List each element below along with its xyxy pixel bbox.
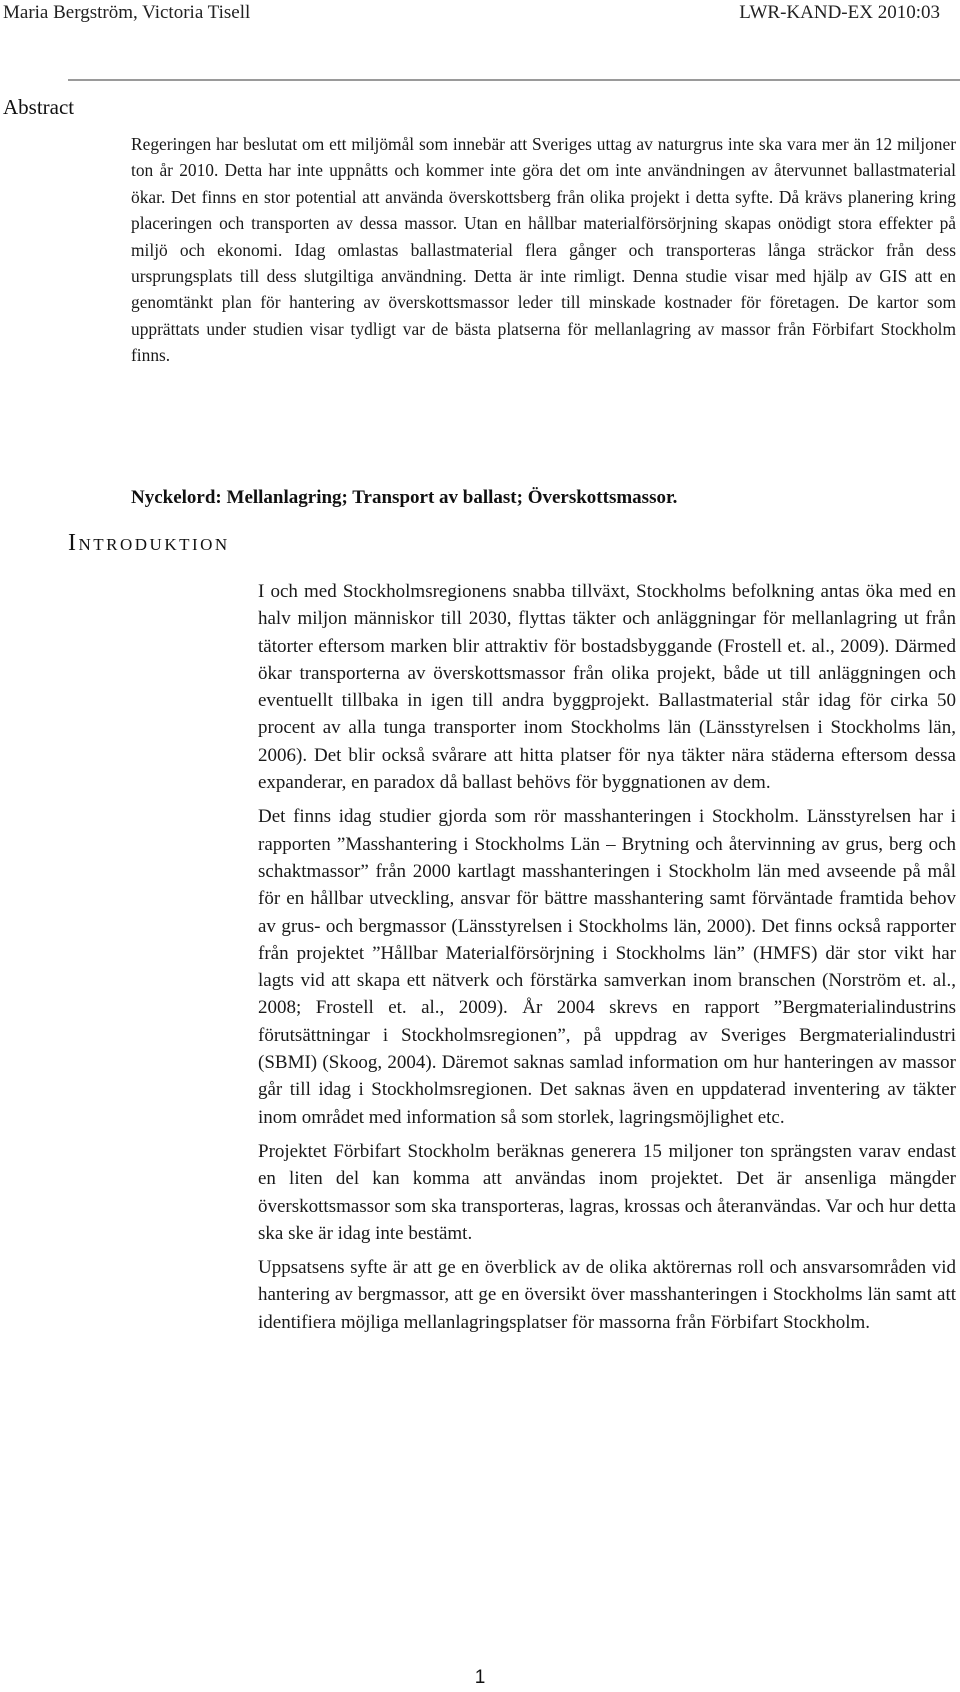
header-authors: Maria Bergström, Victoria Tisell bbox=[3, 2, 251, 23]
introduction-body bbox=[258, 578, 956, 1343]
introduction-paragraph-1: I och med Stockholmsregionens snabba tillväxt, Stockholms befolkning antas öka med en halv miljon människor till 2030, flyttas täkter och anläggningar för mellanlagring ut från tätorter eftersom marken blir attraktiv för bostadsbyggande (Frostell et. al., 2009). Därmed ökar transporterna av överskottsmassor från olika projekt, både ut till anläggningen och eventuellt tillbaka in igen till andra byggprojekt. Ballastmaterial står idag för cirka 50 procent av alla tunga transporter inom Stockholms län (Länsstyrelsen i Stockholms län, 2006). Det blir också svårare att hitta platser för nya täkter nära städerna eftersom dessa expanderar, en paradox då ballast behövs för byggnationen av dem. bbox=[258, 581, 956, 794]
running-header bbox=[0, 0, 960, 30]
introduction-paragraph-2: Det finns idag studier gjorda som rör masshanteringen i Stockholm. Länsstyrelsen har i rapporten ”Masshantering i Stockholms Län – Brytning och återvinning av grus, berg och schaktmassor” från 2000 kartlagt masshanteringen i Stockholm län med avseende på mål för en hållbar utveckling, ansvar för bättre masshantering samt förväntade framtida behov av grus- och bergmassor (Länsstyrelsen i Stockholms län, 2000). Det finns också rapporter från projektet ”Hållbar Materialförsörjning i Stockholms län” (HMFS) där stor vikt har lagts vid att skapa ett nätverk och förstärka samverkan inom branschen (Norström et. al., 2008; Frostell et. al., 2009). År 2004 skrevs en rapport ”Bergmaterialindustrins förutsättningar i Stockholmsregionen”, på uppdrag av Sveriges Bergmaterialindustri (SBMI) (Skoog, 2004). Däremot saknas samlad information om hur hanteringen av massor går till idag i Stockholmsregionen. Det saknas även en uppdaterad inventering av täkter inom området med information så som storlek, lagringsmöjlighet etc. bbox=[258, 806, 956, 1128]
header-report-id: LWR-KAND-EX 2010:03 bbox=[739, 2, 940, 23]
introduction-paragraph-3: Projektet Förbifart Stockholm beräknas generera 15 miljoner ton sprängsten varav endast en liten del kan komma att användas inom projektet. Det är ansenliga mängder överskottsmassor som ska transporteras, lagras, krossas och återanvändas. Var och hur detta ska ske är idag inte bestämt. bbox=[258, 1140, 956, 1244]
abstract-body bbox=[131, 131, 956, 369]
keywords: Nyckelord: Mellanlagring; Transport av ballast; Överskottsmassor. bbox=[131, 487, 678, 508]
introduction-heading: Introduktion bbox=[68, 530, 230, 556]
introduction-paragraph-4: Uppsatsens syfte är att ge en överblick av de olika aktörernas roll och ansvarsområden vid hantering av bergmassor, att ge en översikt över masshanteringen i Stockholms län samt att identifiera möjliga mellanlagringsplatser för massorna från Förbifart Stockholm. bbox=[258, 1257, 956, 1333]
page-number: 1 bbox=[474, 1667, 486, 1688]
abstract-heading: Abstract bbox=[3, 95, 75, 119]
header-divider bbox=[68, 79, 960, 81]
abstract-paragraph: Regeringen har beslutat om ett miljömål som innebär att Sveriges uttag av naturgrus inte ska vara mer än 12 miljoner ton år 2010. Detta har inte uppnåtts och kommer inte göra det om inte användningen av återvunnet ballastmaterial ökar. Det finns en stor potential att använda överskottsberg från olika projekt i detta syfte. Då krävs planering kring placeringen och transporten av dessa massor. Utan en hållbar materialförsörjning skapas onödigt stora effekter på miljö och ekonomi. Idag omlastas ballastmaterial flera gånger och transporteras långa sträckor från dess ursprungsplats till dess slutgiltiga användning. Detta är inte rimligt. Denna studie visar med hjälp av GIS att en genomtänkt plan för hantering av överskottsmassor leder till minskade kostnader för företagen. De kartor som upprättats under studien visar tydligt var de bästa platserna för mellanlagring av massor från Förbifart Stockholm finns. bbox=[131, 134, 956, 366]
